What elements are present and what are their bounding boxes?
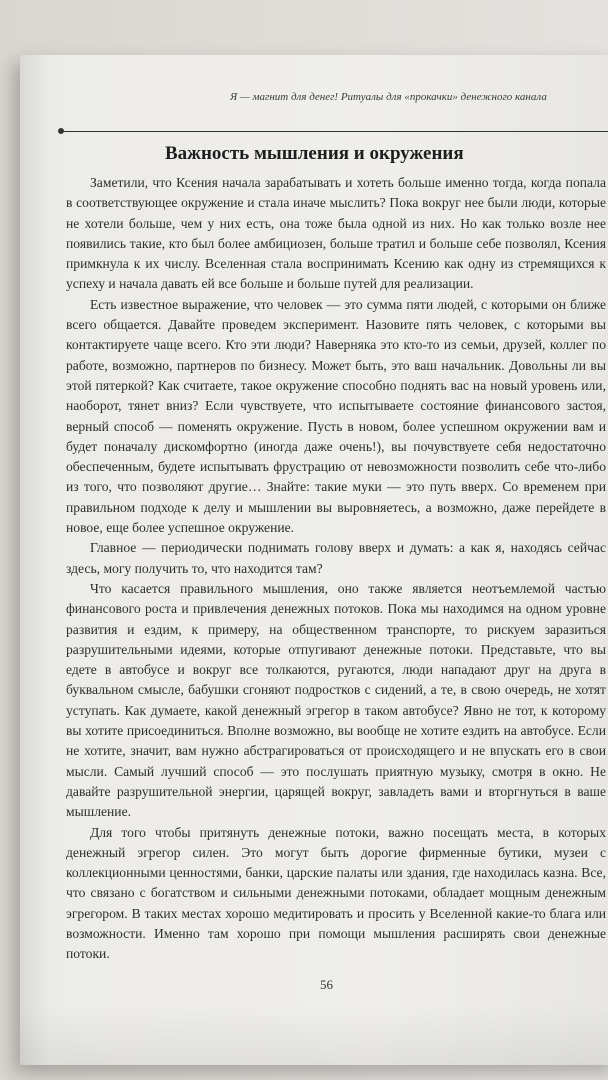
body-text: [66, 173, 606, 965]
book-page: [20, 55, 608, 1065]
paragraph-5: Для того чтобы притянуть денежные потоки, важно посещать места, в которых денежный эгрегор силен. Это могут быть дорогие фирменные бутики, музеи с коллекционными ценностями, банки, царские палаты или здания, где находилась казна. Все, что связано с богатством и сильными денежными потоками, обладает мощным денежным эгрегором. В таких местах хорошо медитировать и просить у Вселенной какие-то блага или возможности. Именно там хорошо при помощи мышления расширять свои денежные потоки.: [66, 824, 606, 962]
paragraph-1: Заметили, что Ксения начала зарабатывать и хотеть больше именно тогда, когда попала в соответствующее окружение и стала иначе мыслить? Пока вокруг нее были люди, которые не хотели больше, чем у них есть, она тоже была одной из них. Но как только возле нее появились такие, кто был более амбициозен, больше тратил и больше себе позволял, Ксения примкнула к их числу. Вселенная стала воспринимать Ксению как одну из стремящихся к успеху и начала давать ей все больше и больше путей для реализации.: [66, 175, 606, 292]
section-title: Важность мышления и окружения: [165, 143, 464, 164]
paragraph-2: Есть известное выражение, что человек — это сумма пяти людей, с которыми он ближе всего общается. Давайте проведем эксперимент. Назовите пять человек, с которыми вы контактируете чаще всего. Кто эти люди? Наверняка это кто-то из семьи, друзей, коллег по работе, возможно, партнеров по бизнесу. Может быть, это ваш начальник. Довольны ли вы этой пятеркой? Как считаете, такое окружение способно поднять вас на новый уровень или, наоборот, тянет вниз? Если чувствуете, что испытываете состояние финансового застоя, верный способ — поменять окружение. Пусть в новом, более успешном окружении вам и будет поначалу дискомфортно (иногда даже очень!), вы почувствуете себя недостаточно обеспеченным, будете испытывать фрустрацию от невозможности позволить себе что-либо из того, что позволяют другие… Знайте: такие муки — это путь вверх. Со временем при правильном подходе к делу и мышлении вы выровняетесь, а возможно, даже перейдете в новое, еще более успешное окружение.: [66, 296, 606, 536]
running-header: Я — магнит для денег! Ритуалы для «прокачки» денежного канала: [230, 91, 547, 103]
page-gutter-shadow: [20, 55, 50, 1065]
paragraph-4: Что касается правильного мышления, оно также является неотъемлемой частью финансового роста и привлечения денежных потоков. Пока мы находимся на одном уровне развития и ездим, к примеру, на общественном транспорте, то рискуем заразиться разрушительными идеями, которые отпугивают денежные потоки. Представьте, что вы едете в автобусе и вокруг все толкаются, ругаются, люди нападают друг на друга в буквальном смысле, бабушки сгоняют подростков с сидений, а те, в свою очередь, не хотят уступать. Как думаете, какой денежный эгрегор в таком автобусе? Явно не тот, к которому вы хотите присоединиться. Вполне возможно, вы вообще не хотите ездить на автобусе. Если не хотите, значит, вам нужно абстрагироваться от происходящего и не впускать его в свои мысли. Самый лучший способ — это послушать приятную музыку, смотря в окно. Не давайте разрушительной энергии, царящей вокруг, завладеть вами и вторгнуться в ваше мышление.: [66, 580, 606, 820]
page-bottom-shade: [20, 1005, 608, 1065]
paragraph-3: Главное — периодически поднимать голову вверх и думать: а как я, находясь сейчас здесь, могу получить то, что находится там?: [66, 540, 606, 576]
page-number: 56: [320, 977, 333, 992]
header-rule: [62, 131, 608, 132]
